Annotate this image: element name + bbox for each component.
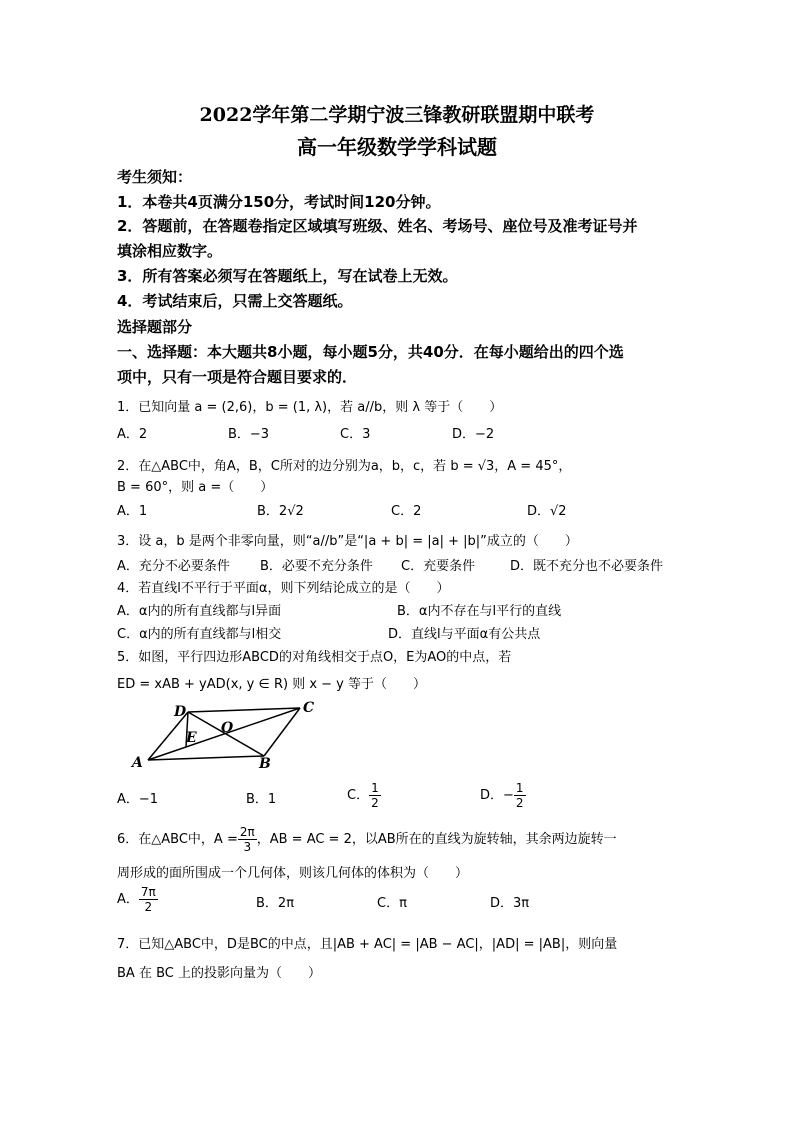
question-1-stem: 1．已知向量 a = (2,6)，b = (1, λ)，若 a//b，则 λ 等于（ ） <box>117 400 503 415</box>
question-7-stem-cont: BA 在 BC 上的投影向量为（ ） <box>117 966 321 981</box>
question-2-stem-cont: B = 60°，则 a =（ ） <box>117 480 274 495</box>
notice-heading: 考生须知： <box>117 168 193 186</box>
question-2-option-c: C．2 <box>391 504 422 519</box>
question-5-option-d: D．− $\frac{1}{2}$ <box>480 781 524 810</box>
question-6-option-a: A． $\frac{7\pi}{2}$ <box>117 885 156 914</box>
point-label-d: D <box>174 704 187 720</box>
question-6-option-c: C．π <box>377 896 407 911</box>
exam-subtitle: 高一年级数学学科试题 <box>297 135 497 159</box>
question-5-option-b: B．1 <box>246 792 277 807</box>
question-3-option-c: C．充要条件 <box>401 559 476 574</box>
notice-item-1: 1．本卷共4页满分150分，考试时间120分钟。 <box>117 193 441 211</box>
point-label-c: C <box>303 700 315 716</box>
question-5-option-a: A．−1 <box>117 792 159 807</box>
question-3-option-a: A．充分不必要条件 <box>117 559 230 574</box>
question-4-option-c: C．α内的所有直线都与l相交 <box>117 627 282 642</box>
question-6-option-b: B．2π <box>256 896 295 911</box>
notice-item-2: 2．答题前，在答题卷指定区域填写班级、姓名、考场号、座位号及准考证号并 <box>117 217 638 235</box>
question-3-option-d: D．既不充分也不必要条件 <box>510 559 664 574</box>
notice-item-2-cont: 填涂相应数字。 <box>117 242 223 260</box>
question-3-stem: 3．设 a，b 是两个非零向量，则“a//b”是“|a + b| = |a| + |b|”成立的（ ） <box>117 534 578 549</box>
question-4-option-b: B．α内不存在与l平行的直线 <box>397 604 562 619</box>
question-1-option-b: B．−3 <box>228 427 270 442</box>
question-2-option-b: B．2√2 <box>257 504 304 519</box>
question-6-option-d: D．3π <box>490 896 530 911</box>
question-6-stem: 6．在△ABC中，A = $\frac{2\pi}{3}$ ，AB = AC = 2，以AB所在的直线为旋转轴，其余两边旋转一 <box>117 825 617 854</box>
question-6-stem-cont: 周形成的面所围成一个几何体，则该几何体的体积为（ ） <box>117 866 469 881</box>
question-4-option-d: D．直线l与平面α有公共点 <box>388 627 541 642</box>
question-1-option-d: D．−2 <box>452 427 495 442</box>
parallelogram-figure <box>128 698 348 778</box>
question-2-option-d: D．√2 <box>527 504 567 519</box>
point-label-o: O <box>221 720 234 736</box>
question-4-stem: 4．若直线l不平行于平面α，则下列结论成立的是（ ） <box>117 581 450 596</box>
question-3-option-b: B．必要不充分条件 <box>260 559 373 574</box>
section-heading: 一、选择题：本大题共8小题，每小题5分，共40分．在每小题给出的四个选 <box>117 343 624 361</box>
notice-item-3: 3．所有答案必须写在答题纸上，写在试卷上无效。 <box>117 267 458 285</box>
section-heading-cont: 项中，只有一项是符合题目要求的． <box>117 368 358 386</box>
question-4-option-a: A．α内的所有直线都与l异面 <box>117 604 282 619</box>
question-2-option-a: A．1 <box>117 504 148 519</box>
exam-title: 2022学年第二学期宁波三锋教研联盟期中联考 <box>199 104 595 126</box>
question-5-option-c: C． $\frac{1}{2}$ <box>347 781 379 810</box>
question-7-stem: 7．已知△ABC中，D是BC的中点，且|AB + AC| = |AB − AC|，|AD| = |AB|，则向量 <box>117 937 618 952</box>
point-label-e: E <box>186 730 197 746</box>
part-label: 选择题部分 <box>117 318 193 336</box>
question-1-option-c: C．3 <box>340 427 371 442</box>
point-label-a: A <box>132 755 143 771</box>
point-label-b: B <box>259 756 271 772</box>
question-1-option-a: A．2 <box>117 427 148 442</box>
question-5-stem-cont: ED = xAB + yAD(x, y ∈ R) 则 x − y 等于（ ） <box>117 677 426 692</box>
question-5-stem: 5．如图，平行四边形ABCD的对角线相交于点O，E为AO的中点，若 <box>117 650 512 665</box>
question-2-stem: 2．在△ABC中，角A，B，C所对的边分别为a，b，c，若 b = √3，A = 45°， <box>117 459 572 474</box>
notice-item-4: 4．考试结束后，只需上交答题纸。 <box>117 292 353 310</box>
